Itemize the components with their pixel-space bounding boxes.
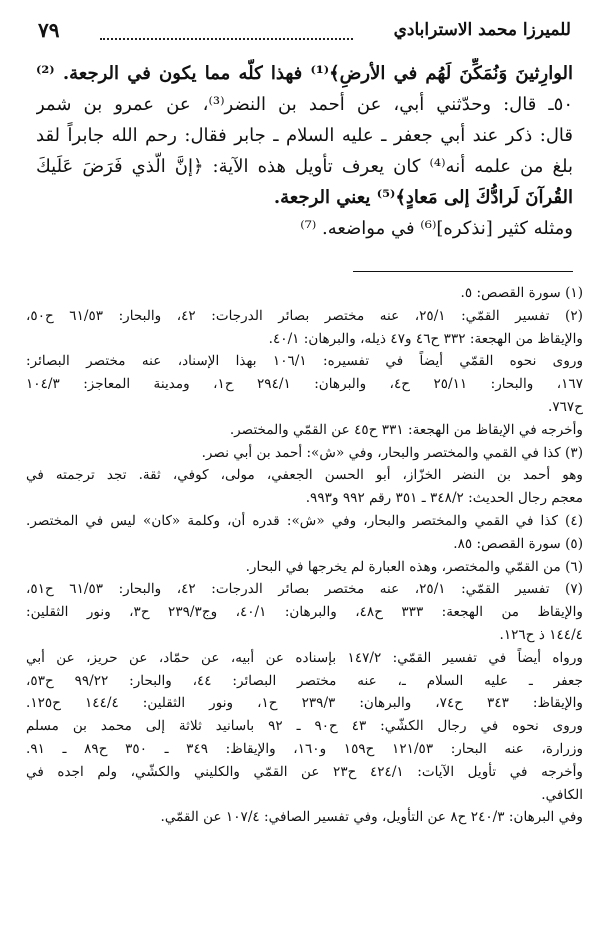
footnote-line: جعفر ـ عليه السلام ـ، عنه مختصر البصائر: ٤٤، والبحار: ٩٩/٢٢ ح٥٣، [26, 672, 583, 689]
text-line: الوارِثينَ وَنُمَكِّنَ لَهُم في الأرضِ﴾⁽¹⁾ فهذا كلّه مما يكون في الرجعة. ⁽²⁾ [36, 63, 573, 84]
footnote-line: (٣) كذا في القمي والمختصر والبحار، وفي «ش»: أحمد بن أبي نصر. [201, 444, 583, 461]
footnote-line: وروى نحوه القمّي أيضاً في تفسيره: ١٠٦/١ بهذا الإسناد، عنه مختصر البصائر: [26, 353, 583, 370]
footnote-line: الكافي. [541, 786, 583, 803]
text-line: ٥٠ـ قال: وحدّثني أبي، عن أحمد بن النضر⁽³⁾، عن عمرو بن شمر [36, 94, 573, 115]
footnote-line: ١٦٧، والبحار: ٢٥/١١ ح٤، والبرهان: ٢٩٤/١ ح١، ومدينة المعاجز: ١٠٤/٣ [26, 376, 583, 393]
footnote-line: وأخرجه في تأويل الآيات: ٤٢٤/١ ح٢٣ عن القمّي والكليني والكشّي، ولم اجده في [26, 763, 583, 780]
footnote-line: (٢) تفسير القمّي: ٢٥/١، عنه مختصر بصائر الدرجات: ٤٢، والبحار: ٦١/٥٣ ح٥٠، [26, 307, 583, 324]
footnote-line: (٤) كذا في القمي والمختصر والبحار، وفي «ش»: قدره أن، وكلمة «كان» ليس في المختصر. [26, 512, 583, 529]
footnote-line: ١٤٤/٤ ذ ح١٢٦. [499, 626, 583, 643]
footnote-line: وزرارة، عنه البحار: ١٢١/٥٣ ح١٥٩ و١٦٠، والإيقاظ: ٣٤٩ ـ ٣٥٠ ح٨٩ ـ ٩١. [26, 740, 583, 757]
footnote-line: (١) سورة القصص: ٥. [460, 285, 583, 301]
footnote-line: معجم رجال الحديث: ٣٤٨/٢ ـ ٣٥١ رقم ٩٩٢ و٩٩٣. [305, 490, 583, 507]
text-line: ومثله كثير [نذكره]⁽⁶⁾ في مواضعه. ⁽⁷⁾ [300, 218, 573, 239]
main-text [36, 58, 573, 244]
footnote-line: وهو أحمد بن النضر الخزّاز، أبو الحسن الجعفي، مولى، كوفي، ثقة. تجد ترجمته في [26, 467, 583, 484]
footnote-line: والإيقاظ من الهجعة: ٣٣٢ ح٤٦ و٤٧ ذيله، والبرهان: ٤٠/١. [268, 330, 583, 347]
text-line: القُرآنَ لَرادُّكَ إلى مَعادٍ﴾⁽⁵⁾ يعني الرجعة. [273, 187, 573, 208]
running-title: للميرزا محمد الاسترابادي [393, 20, 571, 40]
footnote-line: وفي البرهان: ٢٤٠/٣ ح٨ عن التأويل، وفي تفسير الصافي: ١٠٧/٤ عن القمّي. [160, 809, 583, 826]
footnote-line: والإيقاظ من الهجعة: ٣٣٣ ح٤٨، والبرهان: ٤٠/١، وج٢٣٩/٣ ح٣، ونور الثقلين: [26, 604, 583, 621]
footnote-line: (٦) من القمّي والمختصر، وهذه العبارة لم يخرجها في البحار. [245, 558, 583, 575]
text-line: بلغ من علمه أنه⁽⁴⁾ كان يعرف تأويل هذه الآية: ﴿إنَّ الّذي فَرَضَ عَلَيكَ [36, 156, 573, 177]
page-header [38, 20, 571, 46]
footnote-line: والإيقاظ: ٣٤٣ ح٧٤، والبرهان: ٢٣٩/٣ ح١، ونور الثقلين: ١٤٤/٤ ح١٢٥. [26, 695, 583, 712]
footnote-line: ورواه أيضاً في تفسير القمّي: ١٤٧/٢ بإسناده عن أبيه، عن حمّاد، عن حريز، عن أبي [26, 649, 583, 666]
page-number: ٧٩ [38, 18, 60, 42]
footnote-line: وأخرجه في الإيقاظ من الهجعة: ٣٣١ ح٤٥ عن القمّي والمختصر. [229, 421, 583, 438]
footnote-line: (٥) سورة القصص: ٨٥. [453, 535, 583, 552]
footnote-line: (٧) تفسير القمّي: ٢٥/١، عنه مختصر بصائر الدرجات: ٤٢، والبحار: ٦١/٥٣ ح٥١، [26, 581, 583, 598]
footnote-separator [353, 271, 573, 272]
footnote-line: وروى نحوه في رجال الكشّي: ٤٣ ح٩٠ ـ ٩٢ باسانيد ثلاثة إلى محمد بن مسلم [26, 718, 583, 735]
dotted-leader [100, 38, 353, 40]
footnotes [26, 282, 583, 829]
text-line: قال: ذكر عند أبي جعفر ـ عليه السلام ـ جابر فقال: رحم الله جابراً لقد [36, 125, 573, 146]
footnote-line: ح٧٦٧. [547, 398, 583, 415]
